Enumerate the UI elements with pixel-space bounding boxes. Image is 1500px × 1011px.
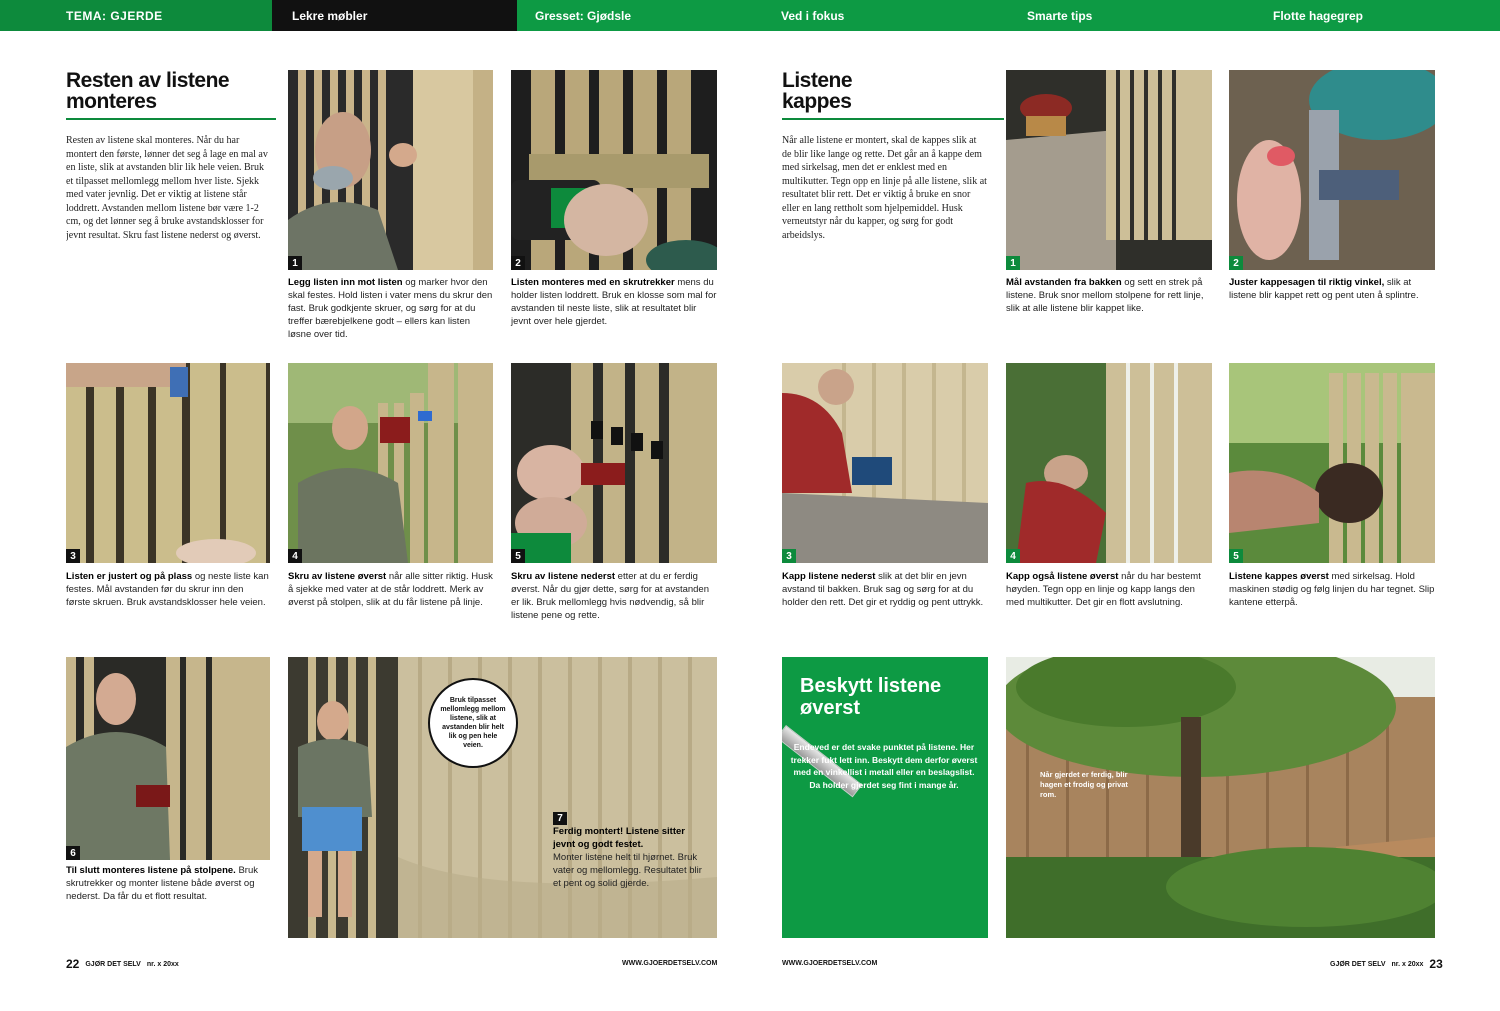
step-1-badge: 1 [288, 256, 302, 270]
nav-item-garden[interactable]: Flotte hagegrep [1255, 0, 1500, 31]
right-step-3-caption [782, 570, 988, 609]
step-4-text: når alle sitter riktig. Husk å sjekke med vater at de står loddrett. Merk av øverst på stolpen, slik at du får listene på linje. [288, 571, 493, 608]
right-step-5-text: med sirkelsag. Hold maskinen stødig og følg linjen du har tegnet. Slip kantene etterpå. [1229, 571, 1435, 608]
right-step-1-badge: 1 [1006, 256, 1020, 270]
right-step-2-caption [1229, 276, 1435, 302]
nav-item-lawn[interactable]: Gresset: Gjødsle [517, 0, 763, 31]
step-7-text: Monter listene helt til hjørnet. Bruk vater og mellomlegg. Resultatet blir et pent og solid gjerde. [553, 852, 702, 889]
step-5-badge: 5 [511, 549, 525, 563]
right-step-1-lead: Mål avstanden fra bakken [1006, 277, 1122, 288]
left-footer-url[interactable]: WWW.GJOERDETSELV.COM [622, 960, 718, 967]
step-7-callout [553, 812, 703, 890]
protect-box [782, 657, 988, 938]
right-step-2-badge: 2 [1229, 256, 1243, 270]
protect-text: Endeved er det svake punktet på listene. Her trekker fukt lett inn. Beskytt dem derfor øverst med en vinkellist i metall eller en beslagslist. Da holder gjerdet seg fint i mange år. [790, 742, 978, 790]
right-title-rule [782, 118, 1004, 120]
step-1-photo [288, 70, 493, 270]
step-5-photo [511, 363, 717, 563]
right-step-5-badge: 5 [1229, 549, 1243, 563]
step-7-lead: Ferdig montert! Listene sitter jevnt og godt festet. [553, 826, 685, 850]
nav-item-theme[interactable]: TEMA: GJERDE [0, 0, 272, 31]
step-4-lead: Skru av listene øverst [288, 571, 387, 582]
step-4-badge: 4 [288, 549, 302, 563]
nav-item-wood[interactable]: Ved i fokus [763, 0, 1009, 31]
left-title-rule [66, 118, 276, 120]
right-step-4-badge: 4 [1006, 549, 1020, 563]
step-2a-photo [511, 70, 717, 270]
right-step-3-lead: Kapp listene nederst [782, 571, 876, 582]
step-3-lead: Listen er justert og på plass [66, 571, 193, 582]
step-3-caption [66, 570, 270, 609]
right-step-3-badge: 3 [782, 549, 796, 563]
right-step-4-caption [1006, 570, 1212, 609]
right-step-1-photo [1006, 70, 1212, 270]
nav-item-furniture[interactable]: Lekre møbler [272, 0, 517, 31]
step-6-caption [66, 864, 270, 903]
step-4-caption [288, 570, 493, 609]
right-step-3-text: slik at det blir en jevn avstand til bakken. Bruk sag og sørg for at du holder den rett. Det gir et ryddig og pent uttrykk. [782, 571, 984, 608]
step-2a-badge: 2 [511, 256, 525, 270]
step-6-photo [66, 657, 270, 860]
left-intro-text: Resten av listene skal monteres. Når du har montert den første, lønner det seg å lage en mal av en liste, slik at avstanden blir lik hele veien. Bruk et tilpasset mellomlegg mellom hver liste. Sjekk med vater jevnlig. Det er viktig at listene står loddrett. Avstanden mellom listene bør være 1-2 cm, og det lønner seg å bruke avstandsklosser for jevnt resultat. Skru fast listene nederst og øverst. [66, 135, 268, 241]
step-6-text: Bruk skrutrekker og monter listene både øverst og nederst. Da får du et flott resultat. [66, 865, 258, 902]
right-step-2-text: slik at listene blir kappet rett og pent uten å splintre. [1229, 277, 1419, 301]
right-footer-url[interactable]: WWW.GJOERDETSELV.COM [782, 960, 878, 967]
left-page-title: Resten av listene monteres [66, 69, 230, 113]
left-page-number: 22 [66, 957, 80, 971]
step-1-lead: Legg listen inn mot listen [288, 277, 403, 288]
right-page-number: 23 [1429, 957, 1443, 971]
step-3-badge: 3 [66, 549, 80, 563]
top-nav [0, 0, 1500, 31]
right-step-5-photo [1229, 363, 1435, 563]
right-step-3-photo [782, 363, 988, 563]
right-footer-brand: GJØR DET SELV [1330, 960, 1386, 968]
right-intro-text: Når alle listene er montert, skal de kappes slik at de blir like lange og rette. Det går an å kappe dem med sirkelsag, men det er enklest med en multikutter. Tegn opp en linje på alle listene, slik at resultatet blir rett. Det er viktig å bruke en snor eller en lang rettholt som hjelpemiddel. Husk verneutstyr når du kapper, og sørg for godt arbeidslys. [782, 135, 987, 241]
step-1-text: og marker hvor den skal festes. Hold listen i vater mens du skrur den fast. Bruk godkjente skruer, og sørg for at du treffer bærebjelkene godt – ellers kan listen løsne over tid. [288, 277, 493, 340]
garden-photo-label: Når gjerdet er ferdig, blir hagen et frodig og privat rom. [1040, 770, 1128, 799]
left-footer-issue: nr. x 20xx [146, 960, 179, 968]
speech-bubble: Bruk tilpasset mellomlegg mellom listene, slik at avstanden blir helt lik og pen hele veien. [428, 678, 518, 768]
right-step-4-photo [1006, 363, 1212, 563]
right-step-1-caption [1006, 276, 1212, 315]
step-1-caption [288, 276, 493, 341]
left-footer-brand: GJØR DET SELV [85, 960, 141, 968]
step-2a-caption [511, 276, 717, 328]
right-step-5-lead: Listene kappes øverst [1229, 571, 1329, 582]
step-3-photo [66, 363, 270, 563]
step-7-badge: 7 [553, 812, 567, 825]
right-step-1-text: og sett en strek på listene. Bruk snor mellom stolpene for rett linje, slik at alle listene blir kappet like. [1006, 277, 1204, 314]
step-2a-text: mens du holder listen loddrett. Bruk en klosse som mal for avstanden til neste liste, slik at resultatet blir jevnt over hele gjerdet. [511, 277, 717, 327]
protect-title: Beskytt listene øverst [800, 675, 942, 719]
right-step-5-caption [1229, 570, 1435, 609]
step-2a-lead: Listen monteres med en skrutrekker [511, 277, 675, 288]
right-footer [1330, 957, 1443, 971]
right-footer-issue: nr. x 20xx [1391, 960, 1424, 968]
right-step-2-photo [1229, 70, 1435, 270]
right-page-title: Listene kappes [782, 69, 853, 113]
right-step-4-text: når du har bestemt høyden. Tegn opp en linje og kapp langs den med multikutter. Det gir en flott avslutning. [1006, 571, 1201, 608]
step-5-caption [511, 570, 717, 622]
left-footer [66, 957, 179, 971]
step-4-photo [288, 363, 493, 563]
step-5-text: etter at du er ferdig øverst. Når du gjør dette, sørg for at avstanden er lik. Bruk mellomlegg hvis nødvendig, så blir listene pene og rette. [511, 571, 709, 621]
right-step-2-lead: Juster kappesagen til riktig vinkel, [1229, 277, 1385, 288]
step-6-badge: 6 [66, 846, 80, 860]
right-step-4-lead: Kapp også listene øverst [1006, 571, 1119, 582]
step-5-lead: Skru av listene nederst [511, 571, 616, 582]
step-3-text: og neste liste kan festes. Mål avstanden før du skrur inn den første skruen. Bruk avstandsklosser hele veien. [66, 571, 269, 608]
step-6-lead: Til slutt monteres listene på stolpene. [66, 865, 236, 876]
nav-item-tips[interactable]: Smarte tips [1009, 0, 1255, 31]
